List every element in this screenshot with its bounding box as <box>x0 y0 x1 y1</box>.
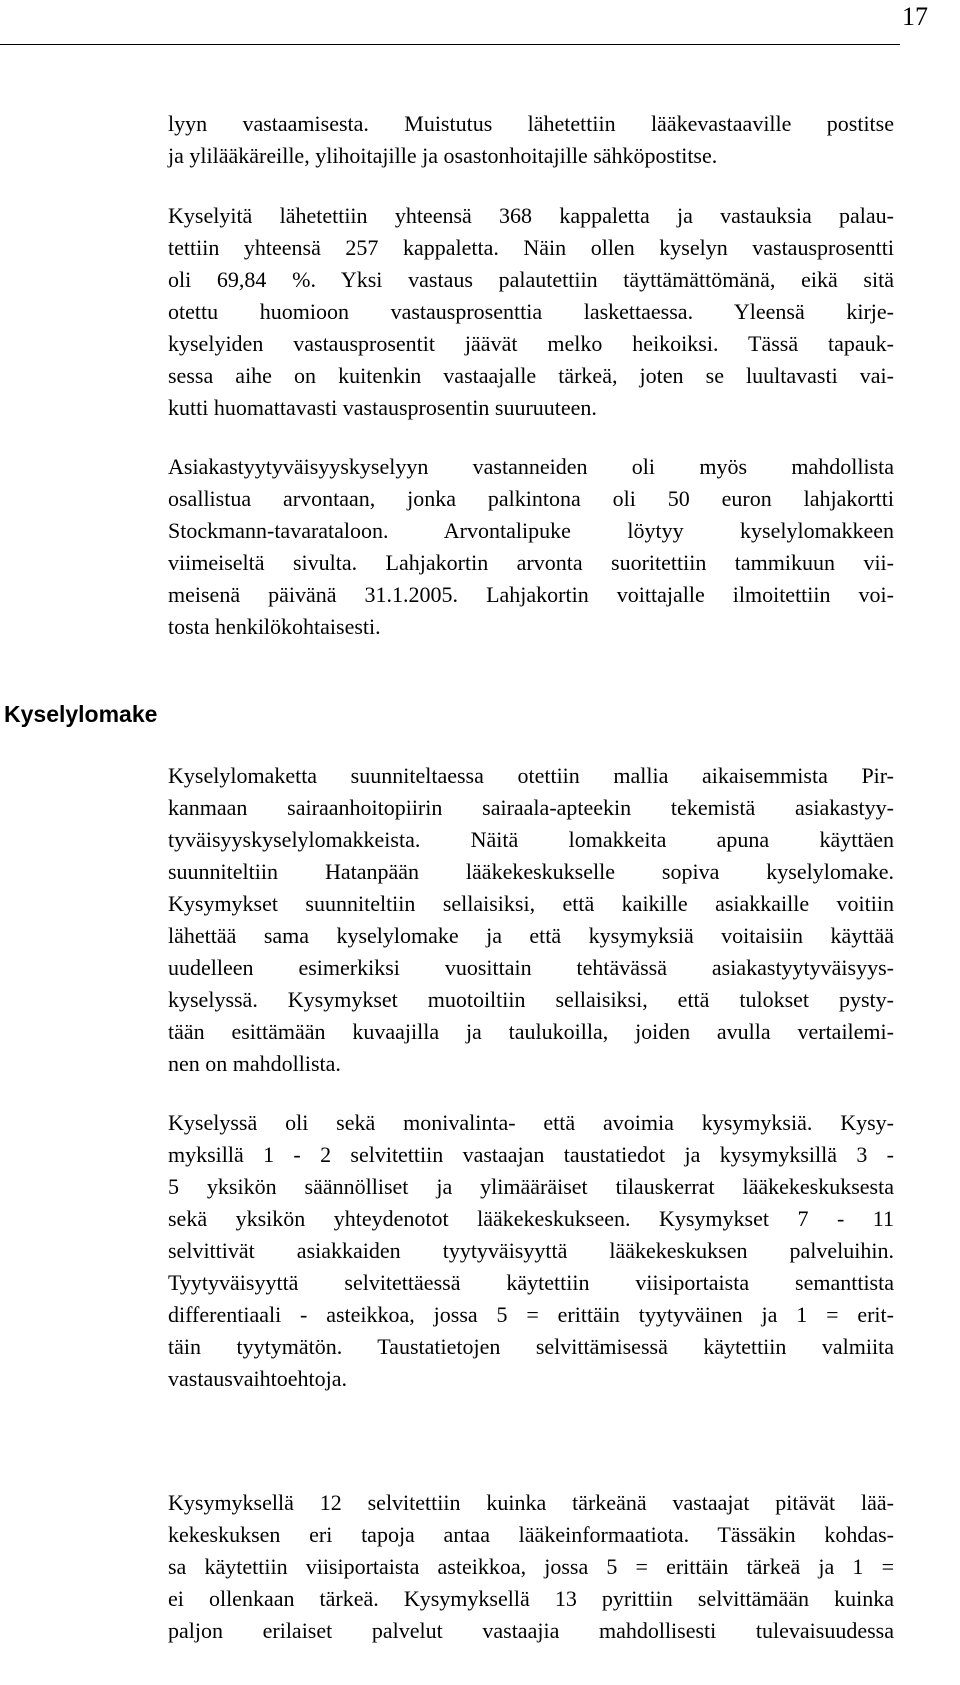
text-line: myksillä 1 - 2 selvitettiin vastaajan taustatiedot ja kysymyksillä 3 - <box>168 1142 894 1167</box>
text-line: kutti huomattavasti vastausprosentin suuruuteen. <box>168 395 597 420</box>
text-line: paljon erilaiset palvelut vastaajia mahdollisesti tulevaisuudessa <box>168 1618 894 1643</box>
text-line: Kysymyksellä 12 selvitettiin kuinka tärkeänä vastaajat pitävät lää- <box>168 1490 894 1515</box>
paragraph-2 <box>168 200 894 424</box>
section-heading: Kyselylomake <box>4 701 158 727</box>
text-line: kyselyiden vastausprosentit jäävät melko heikoiksi. Tässä tapauk- <box>168 331 894 356</box>
paragraph-1 <box>168 108 894 172</box>
page-number: 17 <box>902 2 928 31</box>
text-line: kyselyssä. Kysymykset muotoiltiin sellaisiksi, että tulokset pysty- <box>168 987 894 1012</box>
text-line: kekeskuksen eri tapoja antaa lääkeinformaatiota. Tässäkin kohdas- <box>168 1522 894 1547</box>
text-line: tyväisyyskyselylomakkeista. Näitä lomakkeita apuna käyttäen <box>168 827 894 852</box>
text-line: osallistua arvontaan, jonka palkintona oli 50 euron lahjakortti <box>168 486 894 511</box>
text-line: meisenä päivänä 31.1.2005. Lahjakortin voittajalle ilmoitettiin voi- <box>168 582 894 607</box>
text-line: sa käytettiin viisiportaista asteikkoa, jossa 5 = erittäin tärkeä ja 1 = <box>168 1554 894 1579</box>
text-line: viimeiseltä sivulta. Lahjakortin arvonta suoritettiin tammikuun vii- <box>168 550 894 575</box>
text-line: ei ollenkaan tärkeä. Kysymyksellä 13 pyrittiin selvittämään kuinka <box>168 1586 894 1611</box>
paragraph-text <box>168 451 894 643</box>
text-line: selvittivät asiakkaiden tyytyväisyyttä lääkekeskuksen palveluihin. <box>168 1238 894 1263</box>
text-line: Kyselyssä oli sekä monivalinta- että avoimia kysymyksiä. Kysy- <box>168 1110 894 1135</box>
text-line: ja ylilääkäreille, ylihoitajille ja osastonhoitajille sähköpostitse. <box>168 143 718 168</box>
paragraph-6 <box>168 1487 894 1647</box>
text-line: otettu huomioon vastausprosenttia laskettaessa. Yleensä kirje- <box>168 299 894 324</box>
paragraph-text <box>168 1107 894 1395</box>
paragraph-3 <box>168 451 894 643</box>
text-line: Kyselyitä lähetettiin yhteensä 368 kappaletta ja vastauksia palau- <box>168 203 894 228</box>
text-line: tosta henkilökohtaisesti. <box>168 614 381 639</box>
paragraph-text <box>168 1487 894 1647</box>
text-line: Asiakastyytyväisyyskyselyyn vastanneiden oli myös mahdollista <box>168 454 894 479</box>
text-line: Stockmann-tavarataloon. Arvontalipuke löytyy kyselylomakkeen <box>168 518 894 543</box>
text-line: uudelleen esimerkiksi vuosittain tehtävässä asiakastyytyväisyys- <box>168 955 894 980</box>
text-line: sekä yksikön yhteydenotot lääkekeskukseen. Kysymykset 7 - 11 <box>168 1206 894 1231</box>
header-rule <box>0 44 900 45</box>
text-line: lyyn vastaamisesta. Muistutus lähetettiin lääkevastaaville postitse <box>168 111 894 136</box>
text-line: oli 69,84 %. Yksi vastaus palautettiin täyttämättömänä, eikä sitä <box>168 267 894 292</box>
text-line: suunniteltiin Hatanpään lääkekeskukselle sopiva kyselylomake. <box>168 859 894 884</box>
text-line: kanmaan sairaanhoitopiirin sairaala-apteekin tekemistä asiakastyy- <box>168 795 894 820</box>
paragraph-text <box>168 760 894 1080</box>
text-line: Tyytyväisyyttä selvitettäessä käytettiin viisiportaista semanttista <box>168 1270 894 1295</box>
text-line: Kysymykset suunniteltiin sellaisiksi, että kaikille asiakkaille voitiin <box>168 891 894 916</box>
text-line: täin tyytymätön. Taustatietojen selvittämisessä käytettiin valmiita <box>168 1334 894 1359</box>
text-line: lähettää sama kyselylomake ja että kysymyksiä voitaisiin käyttää <box>168 923 894 948</box>
text-line: sessa aihe on kuitenkin vastaajalle tärkeä, joten se luultavasti vai- <box>168 363 894 388</box>
paragraph-text <box>168 200 894 424</box>
text-line: tään esittämään kuvaajilla ja taulukoilla, joiden avulla vertailemi- <box>168 1019 894 1044</box>
paragraph-text <box>168 108 894 172</box>
paragraph-4 <box>168 760 894 1080</box>
paragraph-5 <box>168 1107 894 1395</box>
text-line: tettiin yhteensä 257 kappaletta. Näin ollen kyselyn vastausprosentti <box>168 235 894 260</box>
text-line: differentiaali - asteikkoa, jossa 5 = erittäin tyytyväinen ja 1 = erit- <box>168 1302 894 1327</box>
text-line: 5 yksikön säännölliset ja ylimääräiset tilauskerrat lääkekeskuksesta <box>168 1174 894 1199</box>
text-line: nen on mahdollista. <box>168 1051 341 1076</box>
text-line: vastausvaihtoehtoja. <box>168 1366 348 1391</box>
text-line: Kyselylomaketta suunniteltaessa otettiin mallia aikaisemmista Pir- <box>168 763 894 788</box>
